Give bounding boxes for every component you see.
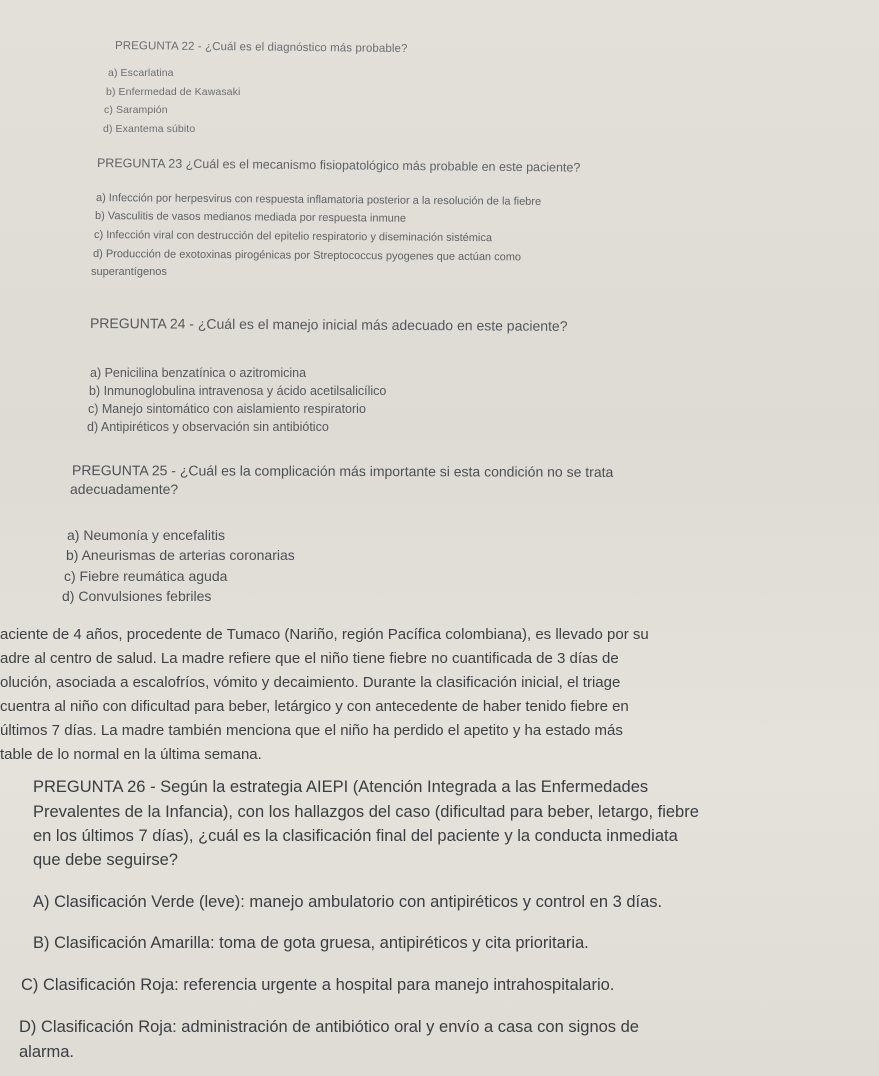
question-23-option-c: c) Infección viral con destrucción del epitelio respiratorio y diseminación sistémica [93,229,493,245]
question-26-option-b: B) Clasificación Amarilla: toma de gota gruesa, antipiréticos y cita prioritaria. [33,934,589,952]
question-22-option-c: c) Sarampión [104,104,168,116]
question-25-text-line-2: adecuadamente? [70,481,179,497]
question-24-option-c: c) Manejo sintomático con aislamiento respiratorio [88,402,366,416]
question-25-option-d: d) Convulsiones febriles [62,588,212,604]
question-24-option-d: d) Antipiréticos y observación sin antibiótico [87,420,329,434]
question-22-option-a: a) Escarlatina [108,67,174,79]
question-25-option-c: c) Fiebre reumática aguda [64,568,228,584]
question-25-option-a: a) Neumonía y encefalitis [67,527,225,543]
question-26-text-line-2: Prevalentes de la Infancia), con los hallazgos del caso (dificultad para beber, letargo, fiebre [33,803,699,821]
question-22-option-d: d) Exantema súbito [103,123,196,135]
question-26-text-line-3: en los últimos 7 días), ¿cuál es la clasificación final del paciente y la conducta inmediata [33,827,678,845]
case-line-6: table de lo normal en la última semana. [0,746,262,763]
question-26-option-a: A) Clasificación Verde (leve): manejo ambulatorio con antipiréticos y control en 3 días. [33,893,663,911]
case-line-4: cuentra al niño con dificultad para beber, letárgico y con antecedente de haber tenido fiebre en [0,698,629,715]
question-22-text: PREGUNTA 22 - ¿Cuál es el diagnóstico más probable? [114,40,408,56]
question-25-option-b: b) Aneurismas de arterias coronarias [66,547,295,563]
case-line-2: adre al centro de salud. La madre refiere que el niño tiene fiebre no cuantificada de 3 días de [0,650,619,667]
question-23-text: PREGUNTA 23 ¿Cuál es el mecanismo fisiopatológico más probable en este paciente? [96,156,581,175]
question-25-text-line-1: PREGUNTA 25 - ¿Cuál es la complicación más importante si esta condición no se trata [71,462,614,480]
question-24-option-b: b) Inmunoglobulina intravenosa y ácido acetilsalicílico [89,384,387,398]
question-23-option-d: d) Producción de exotoxinas pirogénicas por Streptococcus pyogenes que actúan como [92,248,522,264]
question-24-text: PREGUNTA 24 - ¿Cuál es el manejo inicial más adecuado en este paciente? [89,315,568,334]
question-26-text-line-1: PREGUNTA 26 - Según la estrategia AIEPI (Atención Integrada a las Enfermedades [33,778,649,796]
question-24-option-a: a) Penicilina benzatínica o azitromicina [90,366,307,380]
question-26-option-d-continued: alarma. [19,1043,75,1061]
question-23-option-b: b) Vasculitis de vasos medianos mediada por respuesta inmune [94,210,407,225]
question-26-option-d: D) Clasificación Roja: administración de antibiótico oral y envío a casa con signos de [19,1018,639,1036]
case-line-5: últimos 7 días. La madre también menciona que el niño ha perdido el apetito y ha estado más [0,722,623,739]
case-line-3: olución, asociada a escalofríos, vómito y decaimiento. Durante la clasificación inicial, el triage [0,674,621,691]
question-23-option-a: a) Infección por herpesvirus con respuesta inflamatoria posterior a la resolución de la fiebre [95,192,542,208]
question-26-option-c: C) Clasificación Roja: referencia urgente a hospital para manejo intrahospitalario. [21,976,615,994]
question-23-option-d-continued: superantígenos [91,266,167,278]
case-line-1: aciente de 4 años, procedente de Tumaco (Nariño, región Pacífica colombiana), es llevado por su [0,626,649,643]
question-26-text-line-4: que debe seguirse? [33,851,178,869]
question-22-option-b: b) Enfermedad de Kawasaki [106,86,241,98]
